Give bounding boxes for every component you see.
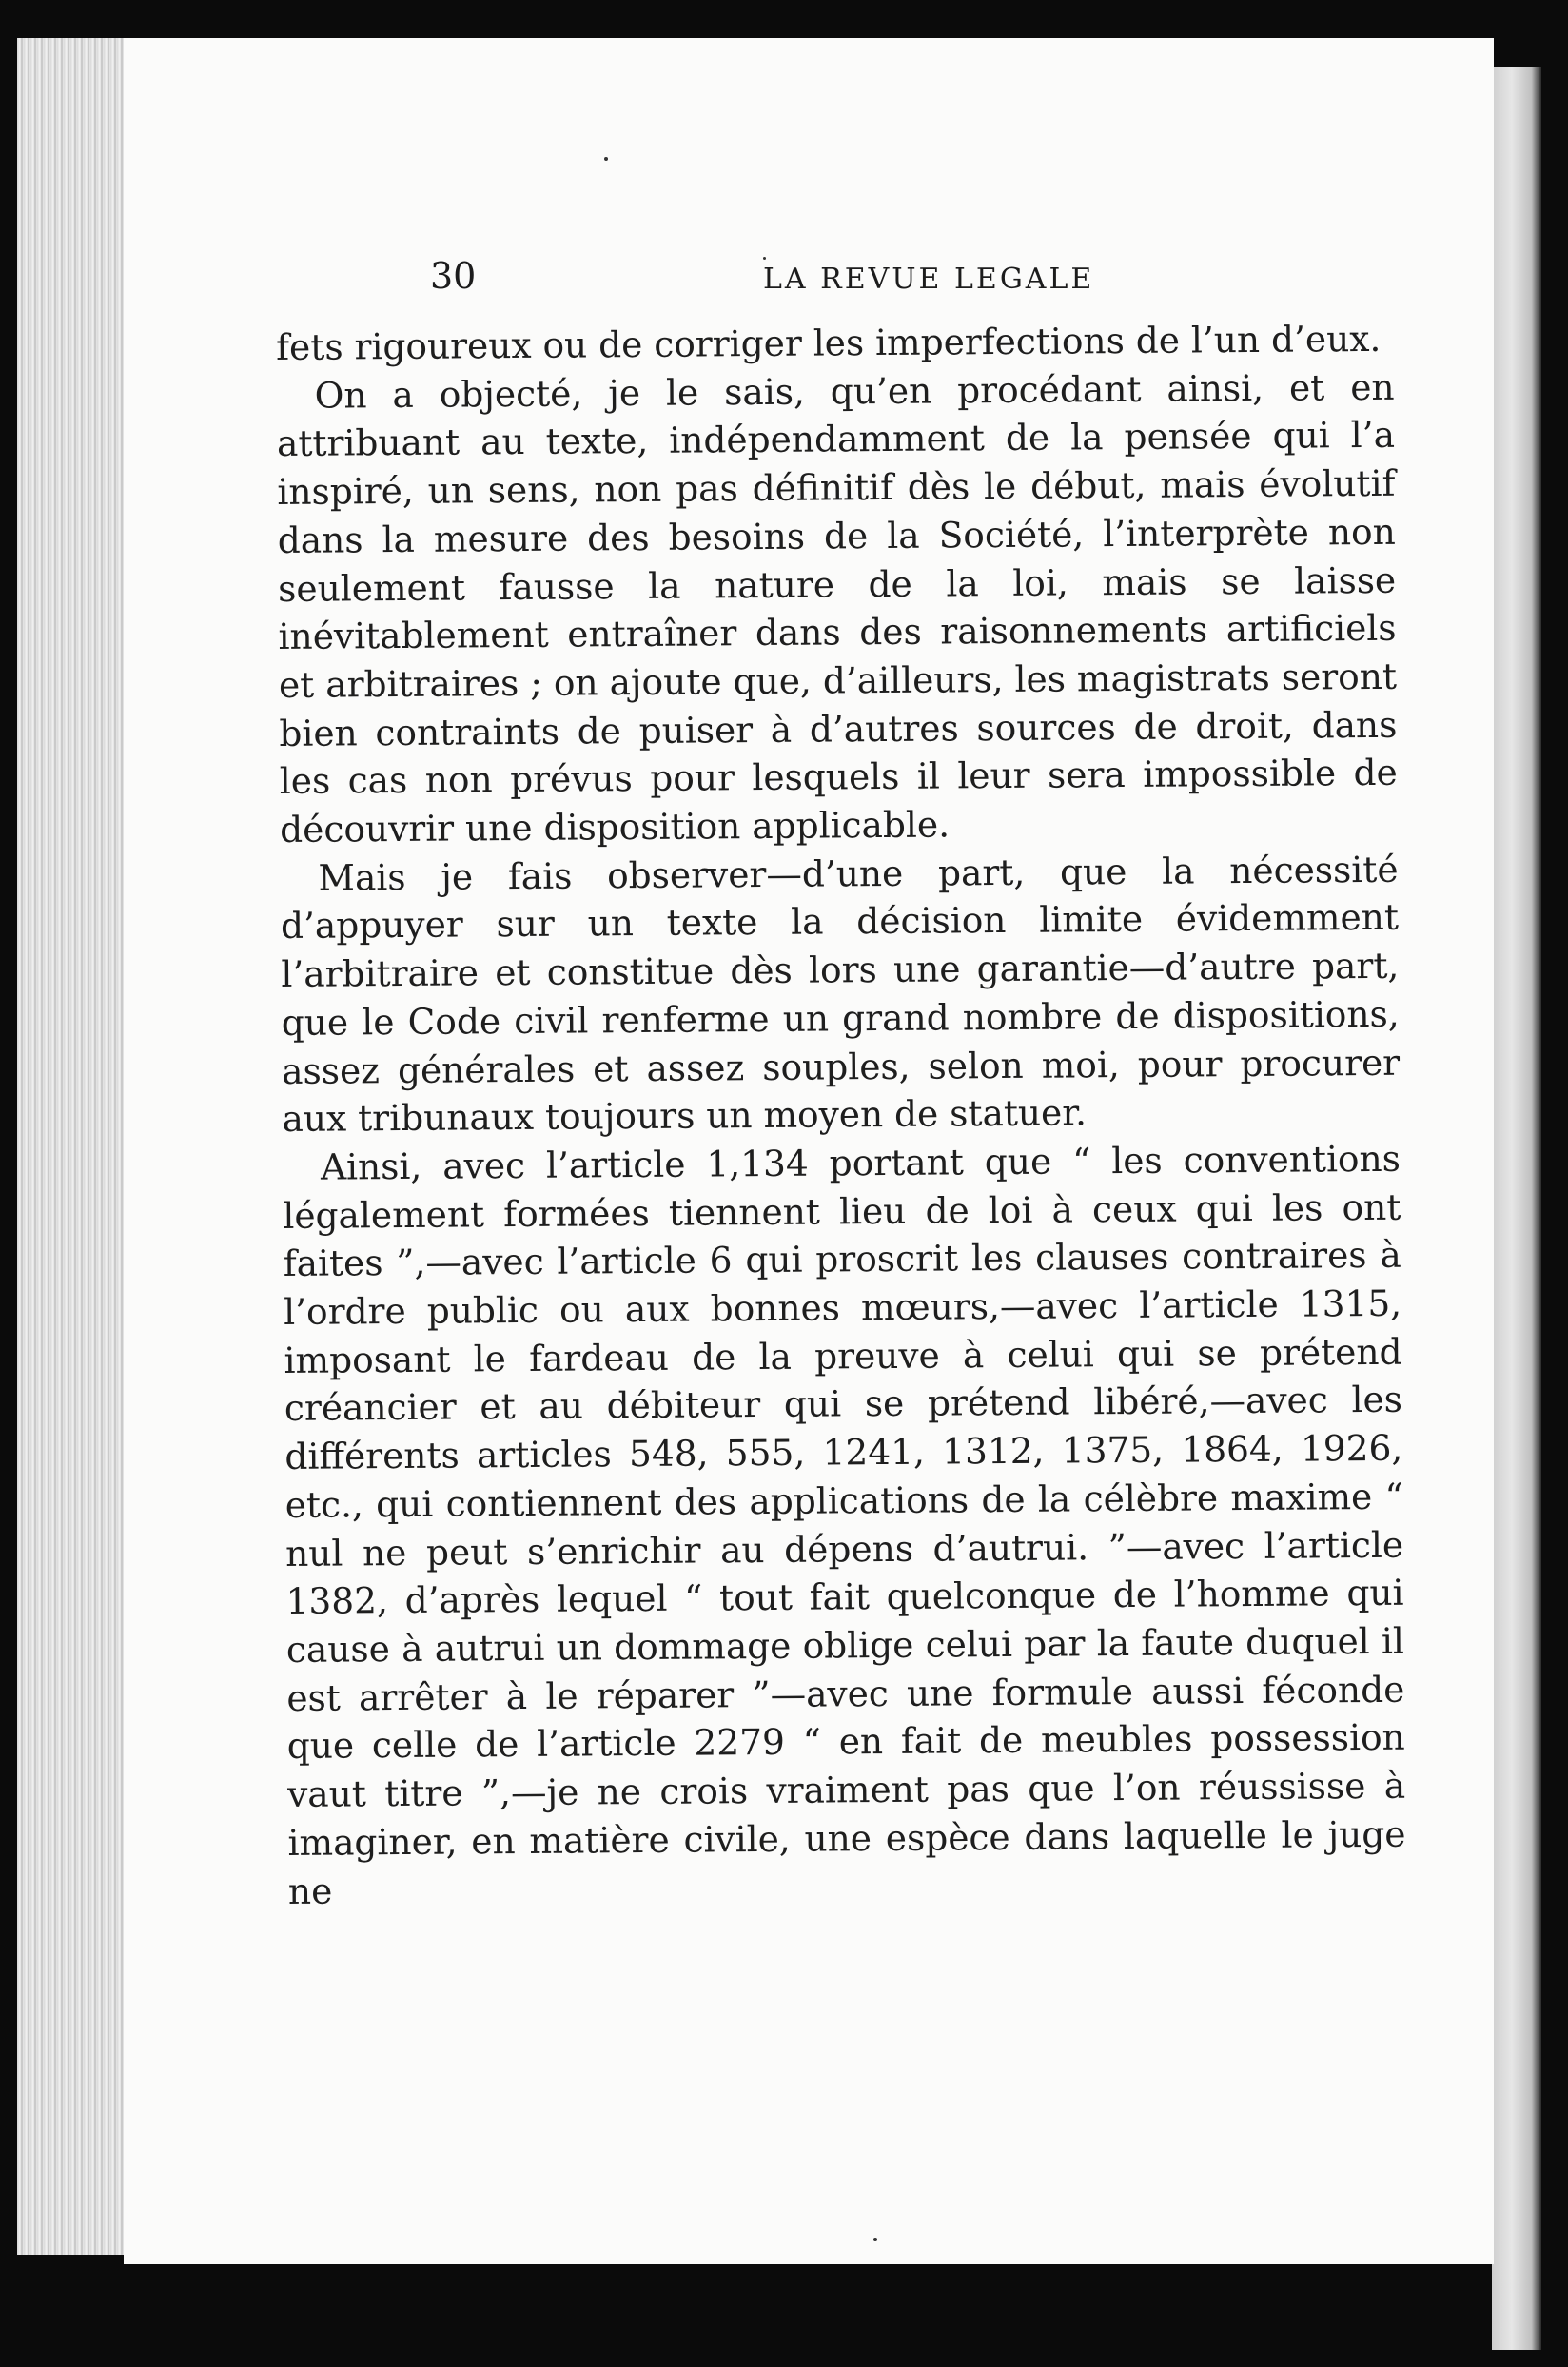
paragraph-continuation: fets rigoureux ou de corriger les imperfections de l’un d’eux. <box>276 317 1382 368</box>
book-right-edge <box>1492 67 1541 2350</box>
book-page <box>124 38 1494 2264</box>
scan-speck <box>873 2238 877 2241</box>
scan-speck <box>763 257 766 260</box>
scan-speck <box>604 157 608 161</box>
book-page-edges <box>17 38 131 2255</box>
paragraph-articles: Ainsi, avec l’article 1,134 portant que “ les conventions légalement formées tiennent lieu de loi à ceux qui les ont faites ”,—avec l’article 6 qui proscrit les clauses contraires à l’ordre public ou aux bonnes mœurs,—avec l’article 1315, imposant le fardeau de la preuve à celui qui se prétend créancier et au débiteur qui se prétend libéré,—avec les différents articles 548, 555, 1241, 1312, 1375, 1864, 1926, etc., qui contiennent des applications de la célèbre maxime “ nul ne peut s’enrichir au dépens d’autrui. ”—avec l’article 1382, d’après lequel “ tout fait quelconque de l’homme qui cause à autrui un dommage oblige celui par la faute duquel il est arrêter à le réparer ”—avec une formule aussi féconde que celle de l’article 2279 “ en fait de meubles possession vaut titre ”,—je ne crois vraiment pas que l’on réussisse à imaginer, en matière civile, une espèce dans laquelle le juge ne <box>283 1137 1406 1912</box>
paragraph-response: Mais je fais observer—d’une part, que la nécessité d’appuyer sur un texte la décision limite évidemment l’arbitraire et constitue dès lors une garantie—d’autre part, que le Code civil renferme un grand nombre de dispositions, assez générales et assez souples, selon moi, pour procurer aux tribunaux toujours un moyen de statuer. <box>280 848 1401 1141</box>
journal-title: LA REVUE LEGALE <box>763 263 1095 296</box>
body-text <box>276 315 1406 1915</box>
paragraph-objection: On a objecté, je le sais, qu’en procédant ainsi, et en attribuant au texte, indépendamment de la pensée qui l’a inspiré, un sens, non pas définitif dès le début, mais évolutif dans la mesure des besoins de la Société, l’interprète non seulement fausse la nature de la loi, mais se laisse inévitablement entraîner dans des raisonnements artificiels et arbitraires ; on ajoute que, d’ailleurs, les magistrats seront bien contraints de puiser à d’autres sources de droit, dans les cas non prévus pour lesquels il leur sera impossible de découvrir une disposition applicable. <box>276 365 1398 851</box>
page-number: 30 <box>430 255 477 297</box>
